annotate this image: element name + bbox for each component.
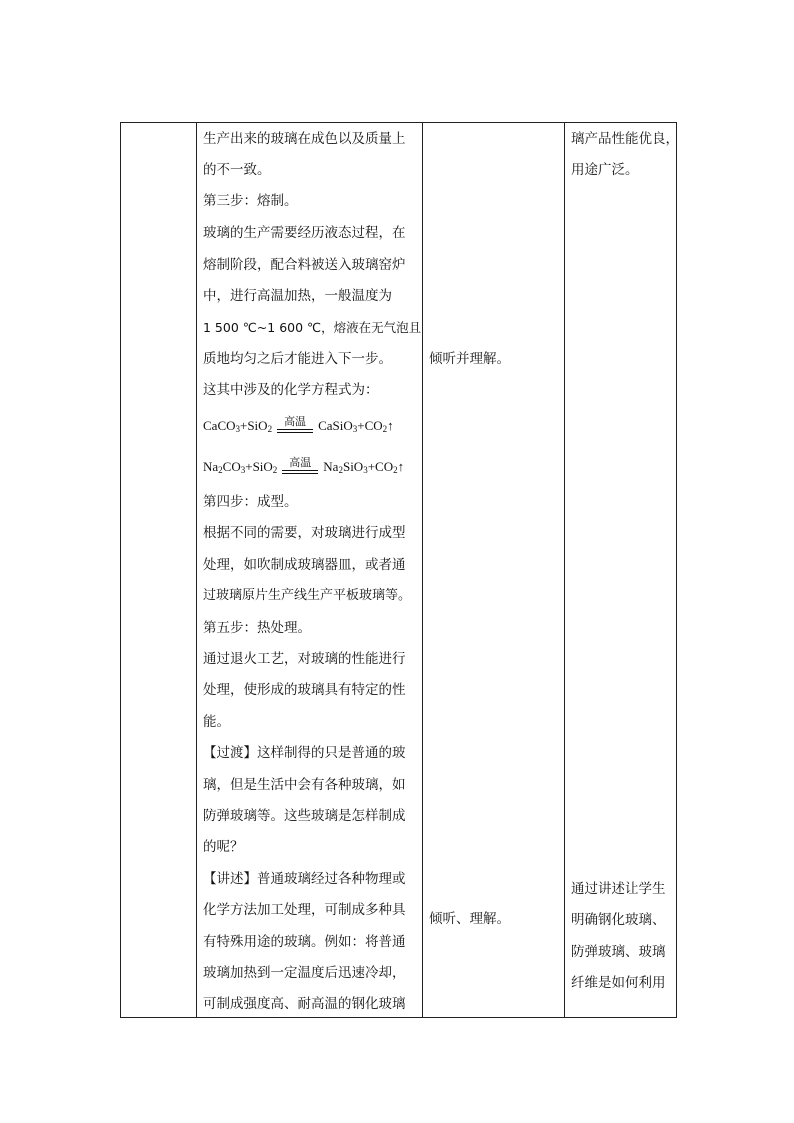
content-line: 有特殊用途的玻璃。例如：将普通 bbox=[203, 934, 406, 950]
chemical-equation-1: CaCO$_3$+SiO$_2$高温 $CaSiO_3+CO_2↑$ bbox=[203, 415, 394, 434]
reaction-condition: 高温 bbox=[282, 457, 318, 474]
intent-line: 纤维是如何利用 bbox=[571, 975, 666, 991]
content-line: 璃，但是生活中会有各种玻璃，如 bbox=[203, 777, 406, 793]
content-line: 通过退火工艺，对玻璃的性能进行 bbox=[203, 651, 406, 667]
content-line: 的呢？ bbox=[203, 839, 244, 855]
student-activity: 倾听并理解。 bbox=[429, 351, 510, 367]
content-line: 化学方法加工处理，可制成多种具 bbox=[203, 902, 406, 918]
intent-line: 明确钢化玻璃、 bbox=[571, 912, 666, 928]
content-line: 可制成强度高、耐高温的钢化玻璃 bbox=[203, 996, 406, 1012]
content-line: 1 500 ℃~1 600 ℃，熔液在无气泡且 bbox=[203, 320, 422, 335]
content-line: 这其中涉及的化学方程式为： bbox=[203, 382, 379, 398]
content-line: 玻璃加热到一定温度后迅速冷却， bbox=[203, 965, 406, 981]
intent-line: 用途广泛。 bbox=[571, 162, 639, 178]
transition-line: 【过渡】这样制得的只是普通的玻 bbox=[203, 745, 406, 761]
content-line: 处理，如吹制成玻璃器皿，或者通 bbox=[203, 557, 406, 573]
intent-line: 璃产品性能优良， bbox=[571, 131, 679, 147]
content-line: 的不一致。 bbox=[203, 162, 271, 178]
content-line: 能。 bbox=[203, 714, 230, 730]
content-line: 质地均匀之后才能进入下一步。 bbox=[203, 351, 392, 367]
narration-line: 【讲述】普通玻璃经过各种物理或 bbox=[203, 871, 406, 887]
column-divider-3 bbox=[564, 123, 565, 1017]
content-line: 处理，使形成的玻璃具有特定的性 bbox=[203, 682, 406, 698]
column-divider-1 bbox=[196, 123, 197, 1017]
student-activity: 倾听、理解。 bbox=[429, 911, 510, 927]
step-heading: 第五步：热处理。 bbox=[203, 620, 311, 636]
column-divider-2 bbox=[422, 123, 423, 1017]
intent-line: 通过讲述让学生 bbox=[571, 881, 666, 897]
content-line: 防弹玻璃等。这些玻璃是怎样制成 bbox=[203, 808, 406, 824]
chemical-equation-2: $Na_2CO_3+SiO_2$高温 $Na_2SiO_3+CO_2↑$ bbox=[203, 456, 405, 475]
content-line: 根据不同的需要，对玻璃进行成型 bbox=[203, 525, 406, 541]
content-line: 中，进行高温加热，一般温度为 bbox=[203, 288, 392, 304]
content-line: 玻璃的生产需要经历液态过程，在 bbox=[203, 225, 406, 241]
content-line: 过玻璃原片生产线生产平板玻璃等。 bbox=[203, 588, 412, 603]
step-heading: 第四步：成型。 bbox=[203, 494, 298, 510]
content-line: 熔制阶段，配合料被送入玻璃窑炉 bbox=[203, 257, 406, 273]
intent-line: 防弹玻璃、玻璃 bbox=[571, 944, 666, 960]
content-line: 生产出来的玻璃在成色以及质量上 bbox=[203, 131, 406, 147]
step-heading: 第三步：熔制。 bbox=[203, 193, 298, 209]
reaction-condition: 高温 bbox=[277, 416, 313, 433]
